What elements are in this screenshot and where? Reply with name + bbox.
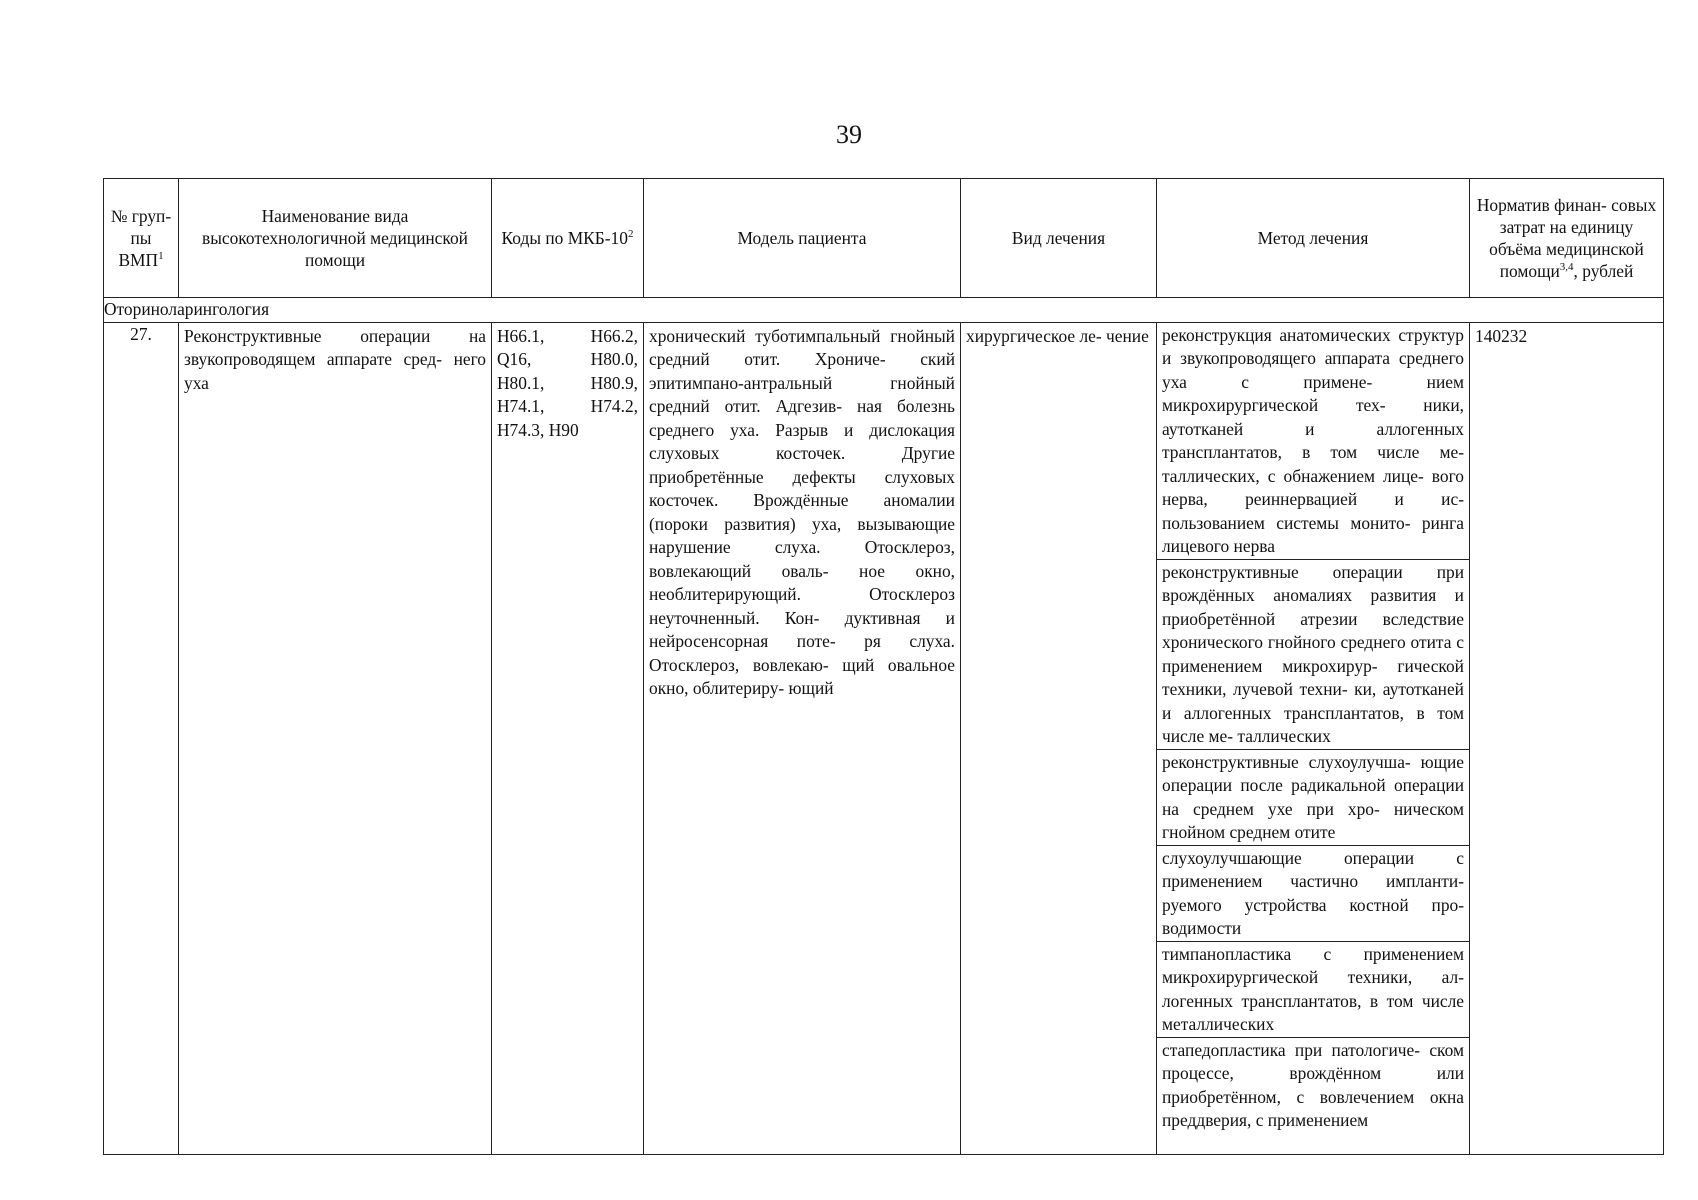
treatment-type: хирургическое ле- чение xyxy=(966,325,1149,346)
patient-model-cell xyxy=(644,322,961,1154)
header-care-name: Наименование вида высокотехнологичной медицинской помощи xyxy=(179,179,492,298)
section-title: Оториноларингология xyxy=(104,298,1664,323)
treatment-method: реконструктивные слухоулучша- ющие операции после радикальной операции на среднем ухе при хро- ническом гнойном среднем отите xyxy=(1157,750,1469,846)
icd-code: H80.0, xyxy=(590,349,638,369)
icd-code: H74.1, xyxy=(497,396,545,416)
icd-code: H74.3, H90 xyxy=(497,419,579,440)
icd-code: H74.2, xyxy=(590,396,638,416)
treatment-method: тимпанопластика с применением микрохирургической техники, ал- логенных трансплантатов, в том числе металлических xyxy=(1157,942,1469,1038)
header-icd-codes: Коды по МКБ-$10^2$ xyxy=(492,179,644,298)
patient-model: хронический туботимпальный гнойный средний отит. Хрониче- ский эпитимпано-антральный гнойный средний отит. Адгезив- ная болезнь среднего уха. Разрыв и дислокация слуховых косточек. Другие приобретённые дефекты слуховых косточек. Врождённые аномалии (пороки развития) уха, вызывающие нарушение слуха. Отосклероз, вовлекающий оваль- ное окно, необлитерирующий. Отосклероз неуточненный. Кон- дуктивная и нейросенсорная поте- ря слуха. Отосклероз, вовлекаю- щий овальное окно, облитериру- ющий xyxy=(649,325,955,698)
table-row xyxy=(104,322,1664,1154)
group-number: 27. xyxy=(104,322,179,1154)
care-name-cell xyxy=(179,322,492,1154)
treatment-methods-cell xyxy=(1157,322,1470,1154)
icd-code: H66.1, xyxy=(497,325,545,346)
icd-codes-cell xyxy=(492,322,644,1154)
cost-value: 140232 xyxy=(1475,325,1528,346)
treatment-type-cell xyxy=(961,322,1157,1154)
header-row xyxy=(104,179,1664,298)
page-number: 39 xyxy=(836,120,862,149)
section-row xyxy=(104,298,1664,323)
treatment-method: слухоулучшающие операции с применением частично импланти- руемого устройства костной про- водимости xyxy=(1157,846,1469,942)
care-name: Реконструктивные операции на звукопроводящем аппарате сред- него уха xyxy=(184,325,486,393)
treatment-method: реконструктивные операции при врождённых аномалиях развития и приобретённой атрезии вследствие хронического гнойного среднего отита с применением микрохирур- гической техники, лучевой техни- ки, аутотканей и аллогенных трансплантатов, в том числе ме- таллических xyxy=(1157,560,1469,750)
icd-code: Q16, xyxy=(497,349,532,369)
icd-code: H66.2, xyxy=(590,325,638,346)
header-patient-model: Модель пациента xyxy=(644,179,961,298)
header-treatment-method: Метод лечения xyxy=(1157,179,1470,298)
icd-codes xyxy=(492,323,643,443)
header-treatment-type: Вид лечения xyxy=(961,179,1157,298)
icd-code: H80.1, xyxy=(497,372,545,393)
vmp-table xyxy=(103,178,1664,1155)
icd-code: H80.9, xyxy=(590,372,638,393)
header-cost-norm: Норматив финан- совых затрат на единицу объёма медицинской помощи$^{3,4}$, рублей xyxy=(1470,179,1664,298)
header-group-number: № груп- пы ВМП$^1$ xyxy=(104,179,179,298)
treatment-method: стапедопластика при патологиче- ском процессе, врождённом или приобретённом, с вовлечением окна преддверия, с применением xyxy=(1162,1039,1464,1130)
cost-cell xyxy=(1470,322,1664,1154)
treatment-method: реконструкция анатомических структур и звукопроводящего аппарата среднего уха с примене- нием микрохирургической тех- ники, аутотканей и аллогенных трансплантатов, в том числе ме- таллических, с обнажением лице- вого нерва, реиннервацией и ис- пользованием системы монито- ринга лицевого нерва xyxy=(1157,323,1469,560)
